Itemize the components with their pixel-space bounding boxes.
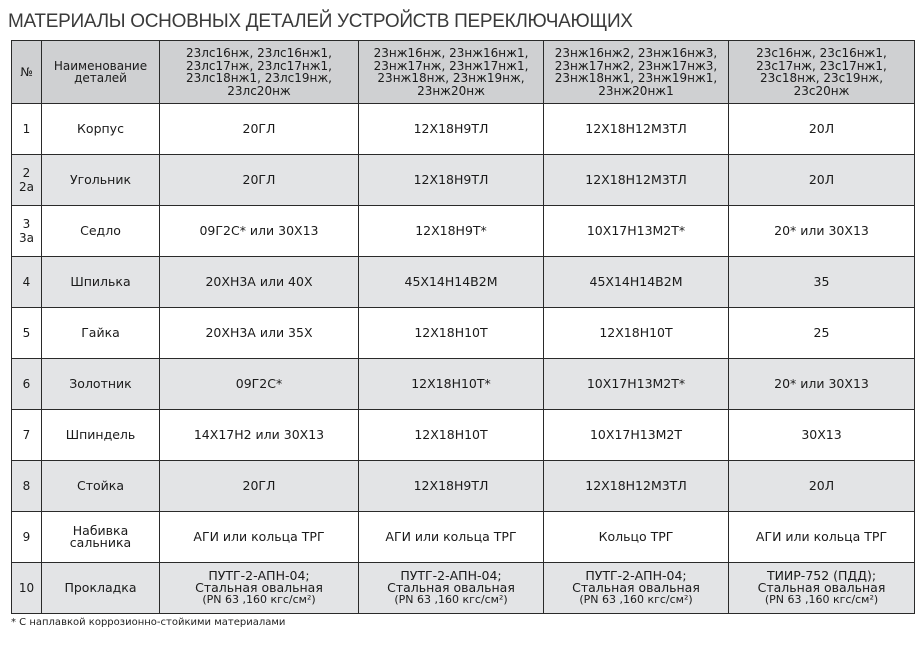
material-cell: 12Х18Н12М3ТЛ <box>544 155 729 206</box>
part-name: Стойка <box>42 461 160 512</box>
row-number <box>12 155 42 206</box>
page-title: МАТЕРИАЛЫ ОСНОВНЫХ ДЕТАЛЕЙ УСТРОЙСТВ ПЕРЕКЛЮЧАЮЩИХ <box>8 11 633 32</box>
material-cell: 45Х14Н14В2М <box>359 257 544 308</box>
row-number-line: 9 <box>22 530 31 544</box>
material-cell: 20Л <box>729 461 915 512</box>
row-number-line: 7 <box>22 428 31 442</box>
row-number-line: 5 <box>22 326 31 340</box>
material-cell: 10Х17Н13М2Т* <box>544 359 729 410</box>
model-line: 23лс16нж, 23лс16нж1, <box>185 46 332 60</box>
part-name: Золотник <box>42 359 160 410</box>
material-cell: 12Х18Н10Т <box>359 410 544 461</box>
row-number <box>12 257 42 308</box>
material-cell: 12Х18Н9ТЛ <box>359 155 544 206</box>
row-number-line: 3а <box>19 231 34 245</box>
model-line: 23лс18нж1, 23лс19нж, <box>185 71 332 85</box>
part-name: Набивка сальника <box>42 512 160 563</box>
table-row <box>12 410 915 461</box>
material-line: Стальная овальная <box>757 580 886 595</box>
material-cell: 10Х17Н13М2Т <box>544 410 729 461</box>
footnote: * С наплавкой коррозионно-стойкими материалами <box>11 617 286 628</box>
row-number <box>12 563 42 614</box>
model-line: 23нж17нж, 23нж17нж1, <box>373 58 529 73</box>
row-number-line: 3 <box>22 217 31 231</box>
table-row <box>12 155 915 206</box>
material-cell: 09Г2С* или 30Х13 <box>160 206 359 257</box>
model-line: 23лс17нж, 23лс17нж1, <box>185 58 332 73</box>
part-name: Угольник <box>42 155 160 206</box>
material-line: ТИИР-752 (ПДД); <box>766 568 877 583</box>
row-number <box>12 461 42 512</box>
material-line: Стальная овальная <box>387 580 515 595</box>
material-line: (PN 63 ,160 кгс/см²) <box>764 593 879 606</box>
material-cell: 20* или 30Х13 <box>729 359 915 410</box>
table-row <box>12 308 915 359</box>
material-cell: АГИ или кольца ТРГ <box>359 512 544 563</box>
header-model-group-3 <box>544 41 729 104</box>
row-number <box>12 410 42 461</box>
row-number <box>12 104 42 155</box>
material-cell: 20* или 30Х13 <box>729 206 915 257</box>
material-cell: 12Х18Н10Т <box>359 308 544 359</box>
header-model-group-4 <box>729 41 915 104</box>
model-line: 23нж18нж, 23нж19нж, <box>377 71 525 85</box>
material-cell: 20ГЛ <box>160 155 359 206</box>
part-name: Шпиндель <box>42 410 160 461</box>
table-row <box>12 512 915 563</box>
material-line: ПУТГ-2-АПН-04; <box>585 568 687 583</box>
material-cell: 14Х17Н2 или 30Х13 <box>160 410 359 461</box>
row-number-line: 8 <box>22 479 31 493</box>
model-line: 23нж18нж1, 23нж19нж1, <box>554 71 718 85</box>
model-line: 23нж16нж, 23нж16нж1, <box>373 46 529 60</box>
material-cell: 30Х13 <box>729 410 915 461</box>
table-row <box>12 563 915 614</box>
material-cell <box>729 563 915 614</box>
row-number <box>12 206 42 257</box>
header-row <box>12 41 915 104</box>
header-number: № <box>12 41 42 104</box>
model-line: 23нж20нж1 <box>598 83 674 98</box>
material-cell: 12Х18Н12М3ТЛ <box>544 104 729 155</box>
material-line: ПУТГ-2-АПН-04; <box>400 568 502 583</box>
material-cell: 20ХН3А или 40Х <box>160 257 359 308</box>
material-cell: 10Х17Н13М2Т* <box>544 206 729 257</box>
model-line: 23с20нж <box>793 83 850 98</box>
material-line: (PN 63 ,160 кгс/см²) <box>394 593 508 606</box>
part-name: Корпус <box>42 104 160 155</box>
material-cell: 12Х18Н10Т* <box>359 359 544 410</box>
material-cell <box>160 563 359 614</box>
row-number <box>12 512 42 563</box>
header-part-name-line: деталей <box>74 71 127 85</box>
row-number-line: 2 <box>22 166 31 180</box>
material-cell: 09Г2С* <box>160 359 359 410</box>
material-cell: 12Х18Н9ТЛ <box>359 104 544 155</box>
material-cell: АГИ или кольца ТРГ <box>160 512 359 563</box>
material-cell: 20ГЛ <box>160 461 359 512</box>
material-cell: 12Х18Н12М3ТЛ <box>544 461 729 512</box>
material-cell: 20ГЛ <box>160 104 359 155</box>
material-cell: 20ХН3А или 35Х <box>160 308 359 359</box>
part-name: Шпилька <box>42 257 160 308</box>
material-cell: 25 <box>729 308 915 359</box>
header-part-name-line: Наименование <box>53 58 148 73</box>
model-line: 23нж16нж2, 23нж16нж3, <box>554 46 718 60</box>
material-cell: 20Л <box>729 104 915 155</box>
materials-table <box>11 40 915 614</box>
part-name: Гайка <box>42 308 160 359</box>
row-number <box>12 359 42 410</box>
material-cell <box>359 563 544 614</box>
model-line: 23нж20нж <box>417 83 485 98</box>
table-row <box>12 461 915 512</box>
row-number <box>12 308 42 359</box>
material-line: Стальная овальная <box>572 580 700 595</box>
part-name: Прокладка <box>42 563 160 614</box>
material-line: (PN 63 ,160 кгс/см²) <box>202 593 316 606</box>
row-number-line: 10 <box>18 581 35 595</box>
material-cell: Кольцо ТРГ <box>544 512 729 563</box>
material-cell: 12Х18Н9ТЛ <box>359 461 544 512</box>
row-number-line: 6 <box>22 377 31 391</box>
table-row <box>12 257 915 308</box>
material-cell: 12Х18Н9Т* <box>359 206 544 257</box>
material-cell: АГИ или кольца ТРГ <box>729 512 915 563</box>
header-model-group-1 <box>160 41 359 104</box>
model-line: 23с17нж, 23с17нж1, <box>756 58 887 73</box>
model-line: 23нж17нж2, 23нж17нж3, <box>554 58 718 73</box>
material-line: ПУТГ-2-АПН-04; <box>208 568 310 583</box>
table-row <box>12 104 915 155</box>
material-cell: 35 <box>729 257 915 308</box>
material-cell: 20Л <box>729 155 915 206</box>
material-cell: 45Х14Н14В2М <box>544 257 729 308</box>
model-line: 23лс20нж <box>227 83 291 98</box>
table-row <box>12 206 915 257</box>
row-number-line: 1 <box>22 122 31 136</box>
part-name: Седло <box>42 206 160 257</box>
material-cell: 12Х18Н10Т <box>544 308 729 359</box>
table-row <box>12 359 915 410</box>
row-number-line: 4 <box>22 275 31 289</box>
model-line: 23с18нж, 23с19нж, <box>759 71 884 85</box>
row-number-line: 2а <box>19 180 34 194</box>
header-model-group-2 <box>359 41 544 104</box>
header-part-name <box>42 41 160 104</box>
model-line: 23с16нж, 23с16нж1, <box>756 46 887 60</box>
material-line: Стальная овальная <box>195 580 323 595</box>
material-cell <box>544 563 729 614</box>
material-line: (PN 63 ,160 кгс/см²) <box>579 593 693 606</box>
